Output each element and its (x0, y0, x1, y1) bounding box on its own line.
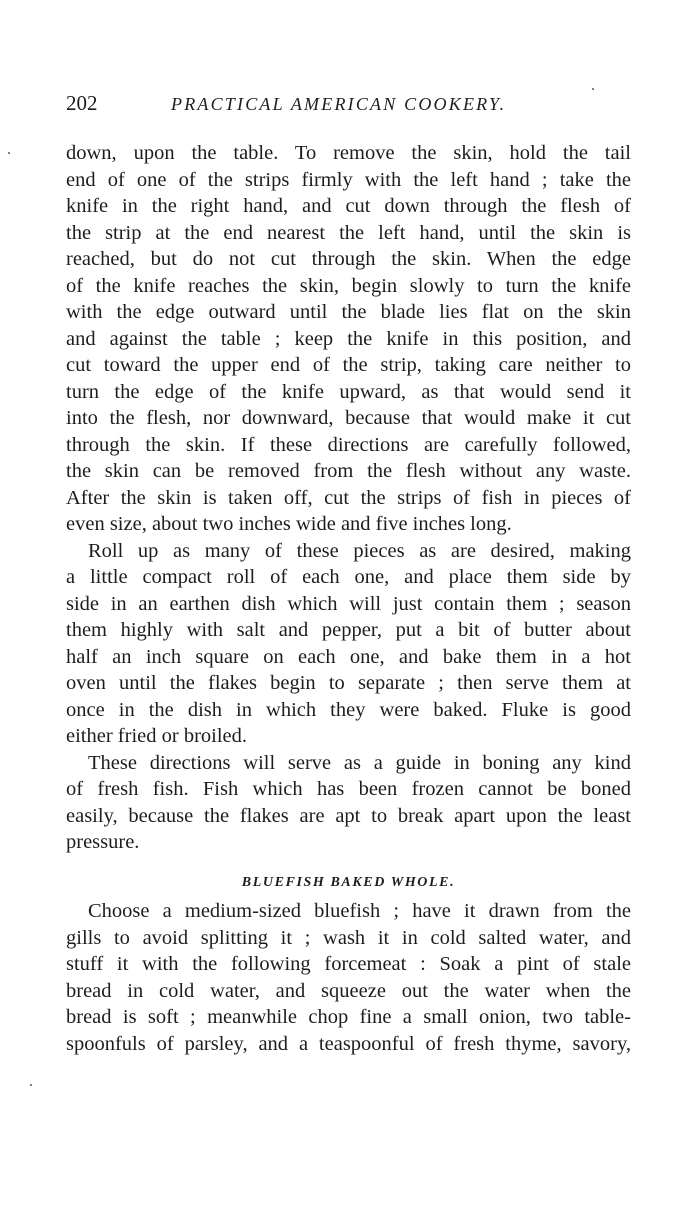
text-line: a little compact roll of each one, and place them side by (66, 566, 631, 588)
print-speck (8, 152, 10, 154)
print-speck (30, 1084, 32, 1086)
text-line: and against the table ; keep the knife in this position, and (66, 327, 631, 350)
running-head (66, 90, 614, 118)
print-speck (592, 88, 594, 90)
text-line: These directions will serve as a guide in boning any kind (88, 751, 631, 774)
text-line: knife in the right hand, and cut down through the flesh of (66, 195, 631, 217)
body-text-upper (66, 140, 631, 856)
text-line: pressure. (66, 831, 140, 853)
text-line: spoonfuls of parsley, and a teaspoonful of fresh thyme, savory, (66, 1032, 631, 1055)
section-heading: BLUEFISH BAKED WHOLE. (241, 875, 456, 890)
text-line: of fresh fish. Fish which has been frozen cannot be boned (66, 778, 631, 800)
text-line: gills to avoid splitting it ; wash it in cold salted water, and (66, 926, 631, 949)
text-line: even size, about two inches wide and five inches long. (66, 513, 512, 535)
text-line: into the flesh, nor downward, because that would make it cut (66, 407, 631, 429)
text-line: Choose a medium-sized bluefish ; have it drawn from the (88, 900, 631, 922)
body-text-lower (66, 898, 631, 1057)
text-line: once in the dish in which they were baked. Fluke is good (66, 698, 631, 721)
text-line: turn the edge of the knife upward, as that would send it (66, 380, 631, 403)
page-number: 202 (66, 91, 98, 115)
book-title: PRACTICAL AMERICAN COOKERY. (171, 94, 507, 114)
text-line: bread is soft ; meanwhile chop fine a small onion, two table- (66, 1006, 631, 1028)
text-line: half an inch square on each one, and bake them in a hot (66, 645, 631, 668)
text-line: easily, because the flakes are apt to break apart upon the least (66, 804, 631, 827)
text-line: with the edge outward until the blade lies flat on the skin (66, 301, 631, 323)
text-line: Roll up as many of these pieces as are desired, making (88, 539, 631, 562)
text-line: cut toward the upper end of the strip, taking care neither to (66, 354, 631, 376)
text-line: After the skin is taken off, cut the strips of fish in pieces of (66, 486, 631, 509)
text-line: through the skin. If these directions are carefully followed, (66, 433, 631, 456)
text-line: stuff it with the following forcemeat : Soak a pint of stale (66, 953, 631, 975)
text-line: reached, but do not cut through the skin. When the edge (66, 248, 631, 270)
text-line: the strip at the end nearest the left hand, until the skin is (66, 221, 631, 244)
text-line: either fried or broiled. (66, 725, 248, 747)
text-line: them highly with salt and pepper, put a bit of butter about (66, 619, 631, 641)
text-line: bread in cold water, and squeeze out the water when the (66, 979, 631, 1002)
text-line: end of one of the strips firmly with the left hand ; take the (66, 168, 631, 191)
text-line: down, upon the table. To remove the skin, hold the tail (66, 142, 631, 164)
text-line: side in an earthen dish which will just contain them ; season (66, 592, 631, 615)
text-line: oven until the flakes begin to separate ; then serve them at (66, 672, 631, 694)
text-line: the skin can be removed from the flesh without any waste. (66, 460, 631, 482)
text-line: of the knife reaches the skin, begin slowly to turn the knife (66, 274, 631, 297)
